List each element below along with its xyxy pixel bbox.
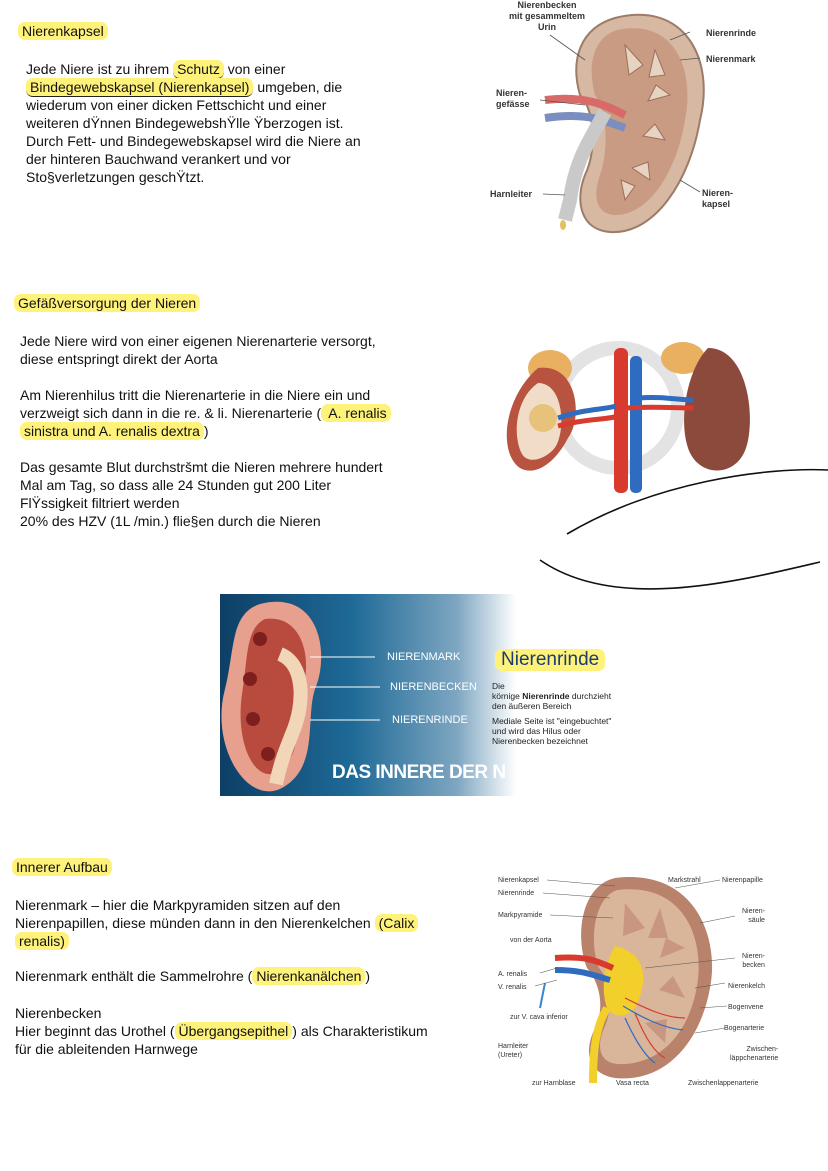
text-line: Nierenmark – hier die Markpyramiden sitzen auf den bbox=[15, 897, 341, 913]
text-line: FlŸssigkeit filtriert werden bbox=[20, 495, 180, 511]
label-nierenkapsel: Nieren- kapsel bbox=[702, 188, 734, 209]
text: durchzieht bbox=[569, 691, 612, 701]
label-nierenkapsel-2: Nierenkapsel bbox=[498, 877, 539, 884]
label-nierenbecken: Nierenbecken mit gesammeltem Urin bbox=[508, 0, 586, 32]
label-nierenrinde-2: Nierenrinde bbox=[498, 890, 535, 897]
section2-heading: Gefäßversorgung der Nieren bbox=[14, 294, 200, 312]
video-description-2 bbox=[492, 716, 662, 746]
text-bold: Nierenrinde bbox=[522, 691, 570, 701]
section3-paragraph2 bbox=[15, 967, 465, 985]
video-title: Nierenrinde bbox=[495, 649, 605, 671]
text-line: der hinteren Bauchwand verankert und vor bbox=[26, 151, 291, 167]
text: ) als Charakteristikum bbox=[292, 1023, 428, 1039]
label-markstrahl: Markstrahl bbox=[668, 877, 701, 884]
highlight-calix: (Calix bbox=[375, 914, 419, 932]
text: den äußeren Bereich bbox=[492, 701, 572, 711]
label-zur-harnblase: zur Harnblase bbox=[532, 1080, 576, 1087]
label-zwischenlaeppchenarterie: Zwischen- läppchenarterie bbox=[730, 1046, 779, 1062]
label-v-renalis: V. renalis bbox=[498, 984, 527, 991]
text-line: 20% des HZV (1L /min.) flie§en durch die Nieren bbox=[20, 513, 321, 529]
text: Mediale Seite ist "eingebuchtet" bbox=[492, 716, 612, 726]
label-zwischenlappenarterie: Zwischenlappenarterie bbox=[688, 1080, 759, 1087]
highlight-bindegewebskapsel: Bindegewebskapsel (Nierenkapsel) bbox=[26, 78, 253, 97]
text: ) bbox=[365, 968, 371, 984]
text-line: Mal am Tag, so dass alle 24 Stunden gut 200 Liter bbox=[20, 477, 332, 493]
text: Hier beginnt das Urothel ( bbox=[15, 1023, 175, 1039]
text-line: Durch Fett- und Bindegewebskapsel wird die Niere an bbox=[26, 133, 361, 149]
label-harnleiter-2: Harnleiter (Ureter) bbox=[498, 1043, 529, 1059]
section3-paragraph1 bbox=[15, 896, 465, 950]
text-line: Am Nierenhilus tritt die Nierenarterie in die Niere ein und bbox=[20, 387, 371, 403]
label-nierenkelch: Nierenkelch bbox=[728, 983, 765, 990]
text: körnige bbox=[492, 691, 523, 701]
text: und wird das Hilus oder bbox=[492, 726, 581, 736]
label-bogenvene: Bogenvene bbox=[728, 1004, 764, 1011]
section2-paragraph3 bbox=[20, 458, 460, 530]
label-nierenmark: Nierenmark bbox=[706, 54, 756, 64]
section3-paragraph3 bbox=[15, 1004, 475, 1058]
text-line: weiteren dŸnnen BindegewebshŸlle Ÿberzogen ist. bbox=[26, 115, 344, 131]
label-nierenrinde: Nierenrinde bbox=[706, 28, 757, 38]
video-banner: DAS INNERE DER N bbox=[332, 762, 506, 783]
label-nierengefaesse: Nieren- gefässe bbox=[496, 88, 530, 109]
highlight-nierenkanaelchen: Nierenkanälchen bbox=[252, 967, 365, 985]
highlight-a-renalis: A. renalis bbox=[321, 404, 390, 422]
text-line: diese entspringt direkt der Aorta bbox=[20, 351, 218, 367]
text: verzweigt sich dann in die re. & li. Nierenarterie ( bbox=[20, 405, 322, 421]
label-von-der-aorta: von der Aorta bbox=[510, 937, 552, 944]
video-description-1 bbox=[492, 681, 652, 711]
highlight-renalis: renalis) bbox=[15, 932, 69, 950]
text-line: Das gesamte Blut durchstršmt die Nieren mehrere hundert bbox=[20, 459, 383, 475]
section1-paragraph bbox=[26, 60, 426, 186]
text: Die bbox=[492, 681, 505, 691]
label-v-cava: zur V. cava inferior bbox=[510, 1014, 568, 1021]
text: Nierenbecken bezeichnet bbox=[492, 736, 588, 746]
text: ) bbox=[203, 423, 209, 439]
video-frame bbox=[220, 594, 516, 796]
text-line: Nierenbecken bbox=[15, 1005, 102, 1021]
label-nierensaeule: Nieren- säule bbox=[742, 908, 765, 924]
section1-heading: Nierenkapsel bbox=[18, 22, 108, 40]
decorative-curve bbox=[535, 462, 828, 602]
text-line: für die ableitenden Harnwege bbox=[15, 1041, 198, 1057]
text: Jede Niere ist zu ihrem bbox=[26, 61, 174, 77]
text-line: wiederum von einer dicken Fettschicht und einer bbox=[26, 97, 327, 113]
text: umgeben, die bbox=[253, 79, 343, 95]
label-a-renalis: A. renalis bbox=[498, 971, 528, 978]
text: von einer bbox=[223, 61, 286, 77]
label-markpyramide: Markpyramide bbox=[498, 912, 543, 919]
section2-paragraph2 bbox=[20, 386, 460, 440]
video-label-nierenmark: NIERENMARK bbox=[387, 651, 461, 663]
section3-heading: Innerer Aufbau bbox=[12, 858, 112, 876]
text: Nierenpapillen, diese münden dann in den Nierenkelchen bbox=[15, 915, 375, 931]
label-bogenarterie: Bogenarterie bbox=[724, 1025, 765, 1032]
label-vasa-recta: Vasa recta bbox=[616, 1080, 649, 1087]
label-harnleiter: Harnleiter bbox=[490, 189, 533, 199]
highlight-sinistra-dextra: sinistra und A. renalis dextra bbox=[20, 422, 204, 440]
highlight-schutz: Schutz bbox=[173, 60, 224, 79]
text-line: Jede Niere wird von einer eigenen Nierenarterie versorgt, bbox=[20, 333, 376, 349]
section2-paragraph1 bbox=[20, 332, 460, 368]
label-nierenbecken-2: Nieren- becken bbox=[742, 953, 765, 969]
video-label-nierenbecken: NIERENBECKEN bbox=[390, 681, 477, 693]
text-line: Sto§verletzungen geschŸtzt. bbox=[26, 169, 205, 185]
text: Nierenmark enthält die Sammelrohre ( bbox=[15, 968, 253, 984]
video-label-nierenrinde: NIERENRINDE bbox=[392, 714, 468, 726]
highlight-uebergangsepithel: Übergangsepithel bbox=[175, 1022, 293, 1040]
label-nierenpapille: Nierenpapille bbox=[722, 877, 763, 884]
